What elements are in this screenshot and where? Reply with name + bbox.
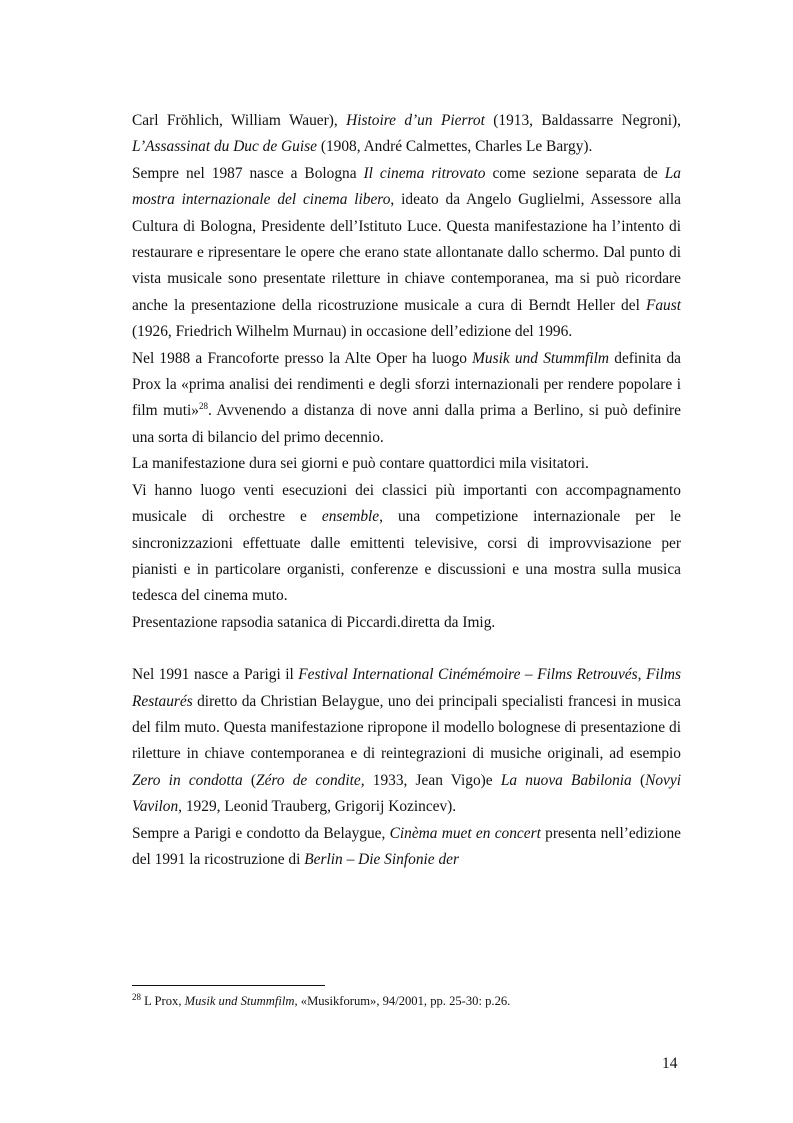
italic-title: La mostra internazionale del cinema libero: [132, 164, 681, 209]
paragraph-6: Presentazione rapsodia satanica di Piccardi.diretta da Imig.: [132, 613, 496, 631]
italic-title: Musik und Stummfilm: [184, 994, 295, 1008]
text-run: Nel 1991 nasce a Parigi il: [132, 666, 299, 684]
paragraph-2: [132, 161, 681, 346]
text-run: , ideato da Angelo Guglielmi, Assessore alla Cultura di Bologna, Presidente dell’Istituto Luce. Questa manifestazione ha l’intento di restaurare e ripresentare le opere che erano state allontanate dallo schermo. Dal punto di vista musicale sono presentate riletture in chiave contemporanea, ma si può ricordare anche la presentazione della ricostruzione musicale a cura di Berndt Heller del: [132, 191, 681, 314]
italic-term: ensemble: [321, 508, 380, 526]
footnote-number: 28: [132, 991, 141, 1002]
text-run: Vi hanno luogo venti esecuzioni dei classici più importanti con accompagnamento musicale di orchestre e: [132, 481, 681, 526]
italic-title: Musik und Stummfilm: [472, 349, 610, 367]
footnote-reference[interactable]: 28: [199, 401, 208, 412]
text-run: (1913, Baldassarre Negroni),: [484, 112, 681, 129]
text-run: definita da Prox la «prima analisi dei rendimenti e degli sforzi internazionali per rendere popolare i film muti»: [132, 349, 681, 420]
text-run: Carl Fröhlich, William Wauer),: [132, 112, 347, 129]
text-run: (1926, Friedrich Wilhelm Murnau) in occasione dell’edizione del 1996.: [132, 323, 573, 341]
italic-title: Festival International Cinémémoire – Films Retrouvés, Films Restaurés: [132, 666, 681, 710]
text-run: (1908, André Calmettes, Charles Le Bargy).: [316, 138, 593, 156]
paragraph-7: [132, 662, 681, 820]
text-run: (: [631, 771, 646, 789]
text-run: (: [242, 771, 257, 789]
italic-title: Berlin – Die Sinfonie der: [304, 850, 459, 868]
italic-title: La nuova Babilonia: [500, 771, 632, 789]
italic-title: Zero in condotta: [132, 771, 243, 789]
text-run: L Prox,: [141, 994, 185, 1008]
paragraph-4: La manifestazione dura sei giorni e può contare quattordici mila visitatori.: [132, 455, 589, 473]
italic-title: Novyi Vavilon,: [132, 771, 681, 816]
italic-title: Faust: [645, 296, 681, 314]
page-number: 14: [662, 1055, 678, 1072]
text-run: , «Musikforum», 94/2001, pp. 25-30: p.26.: [294, 994, 511, 1008]
paragraph-8: [132, 821, 681, 874]
body-text: [132, 108, 681, 873]
italic-title: Cinèma muet en concert: [389, 824, 541, 842]
italic-title: Zéro de condite,: [256, 771, 365, 789]
paragraph-5: [132, 478, 681, 610]
paragraph-3: [132, 346, 681, 452]
text-run: 1929, Leonid Trauberg, Grigorij Kozincev).: [182, 798, 457, 816]
footnote-separator: [132, 985, 325, 986]
text-run: 1933, Jean Vigo)e: [364, 771, 501, 789]
paragraph-1: [132, 108, 681, 161]
italic-title: Histoire d’un Pierrot: [346, 112, 485, 129]
text-run: presenta nell’edizione del 1991 la ricostruzione di: [132, 824, 681, 868]
italic-title: Il cinema ritrovato: [363, 164, 486, 182]
text-run: . Avvenendo a distanza di nove anni dalla prima a Berlino, si può definire una sorta di bilancio del primo decennio.: [132, 402, 681, 446]
italic-title: L’Assassinat du Duc de Guise: [132, 138, 317, 156]
text-run: Sempre a Parigi e condotto da Belaygue,: [132, 824, 390, 842]
text-run: come sezione separata de: [485, 164, 665, 182]
text-run: Nel 1988 a Francoforte presso la Alte Oper ha luogo: [132, 349, 473, 367]
text-run: , una competizione internazionale per le sincronizzazioni effettuate dalle emittenti televisive, corsi di improvvisazione per pianisti e in particolare organisti, conferenze e discussioni e una mostra sulla musica tedesca del cinema muto.: [132, 508, 681, 605]
text-run: Sempre nel 1987 nasce a Bologna: [132, 164, 364, 182]
footnote: [132, 992, 681, 1010]
text-run: diretto da Christian Belaygue, uno dei principali specialisti francesi in musica del film muto. Questa manifestazione ripropone il modello bolognese di presentazione di riletture in chiave contemporanea e di reintegrazioni di musiche originali, ad esempio: [132, 692, 681, 763]
